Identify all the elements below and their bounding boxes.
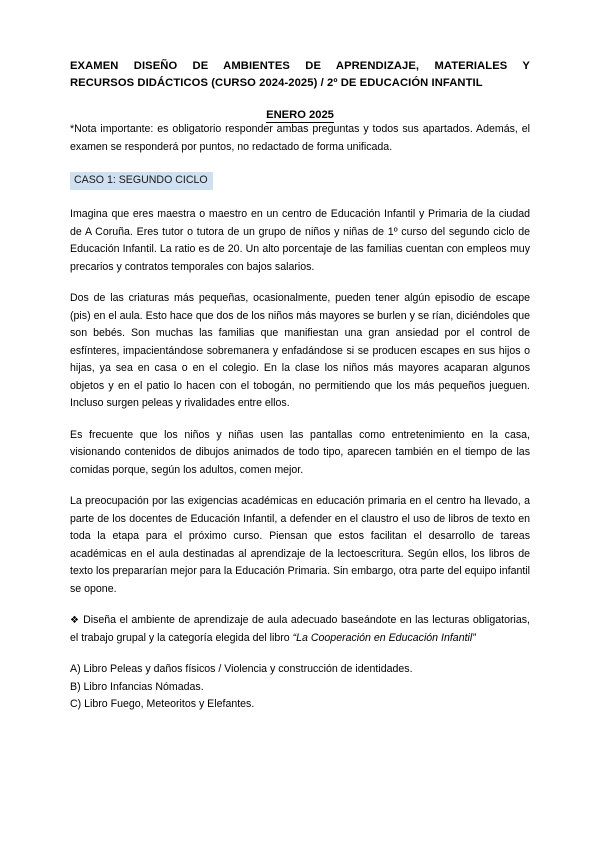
paragraph-3: Es frecuente que los niños y niñas usen las pantallas como entretenimiento en la casa, visionando contenidos de dibujos animados de todo tipo, aparecen también en el tiempo de las comidas porque, según los adultos, comen mejor. <box>70 428 530 476</box>
paragraph-4: La preocupación por las exigencias académicas en educación primaria en el centro ha llevado, a parte de los docentes de Educación Infantil, a defender en el claustro el uso de libros de texto en toda la etapa para el próximo curso. Piensan que estos facilitan el desarrollo de tareas académicas en el aula destinadas al aprendizaje de la lectoescritura. Según ellos, los libros de texto los prepararían mejor para la Educación Primaria. Sin embargo, otra parte del equipo infantil se opone. <box>70 495 530 595</box>
page-title <box>70 58 530 92</box>
exam-date-text: ENERO 2025 <box>266 109 334 121</box>
option-a: A) Libro Peleas y daños físicos / Violencia y construcción de identidades. <box>70 663 413 675</box>
option-b: B) Libro Infancias Nómadas. <box>70 680 204 693</box>
exam-date <box>70 109 530 121</box>
case-heading: CASO 1: SEGUNDO CICLO <box>70 172 213 190</box>
options-list <box>70 661 530 714</box>
task-instruction <box>70 612 530 647</box>
title-line-2: RECURSOS DIDÁCTICOS (CURSO 2024-2025) / 2º DE EDUCACIÓN INFANTIL <box>70 77 483 89</box>
paragraph-2: Dos de las criaturas más pequeñas, ocasionalmente, pueden tener algún episodio de escape (pis) en el aula. Esto hace que dos de los niños más mayores se burlen y se rían, diciéndoles que son bebés. Son muchas las familias que manifiestan una gran ansiedad por el control de esfínteres, impacientándose sobremanera y enfadándose si se producen escapes en sus hijos o hijas, ya sea en casa o en el colegio. En la clase los niños más mayores acaparan algunos objetos y en el patio lo hacen con el tobogán, no permitiendo que los más pequeños jueguen. Incluso surgen peleas y rivalidades entre ellos. <box>70 292 530 409</box>
task-book-title: “La Cooperación en Educación Infantil” <box>292 631 476 644</box>
important-note: *Nota importante: es obligatorio responder ambas preguntas y todos sus apartados. Además, el examen se responderá por puntos, no redactado de forma unificada. <box>70 123 530 153</box>
task-instruction-text: Diseña el ambiente de aprendizaje de aula adecuado baseándote en las lecturas obligatorias, el trabajo grupal y la categoría elegida del libro <box>70 614 530 644</box>
paragraph-1: Imagina que eres maestra o maestro en un centro de Educación Infantil y Primaria de la ciudad de A Coruña. Eres tutor o tutora de un grupo de niños y niñas de 1º curso del segundo ciclo de Educación Infantil. La ratio es de 20. Un alto porcentaje de las familias cuentan con empleos muy precarios y contratos temporales con bajos salarios. <box>70 208 530 273</box>
diamond-bullet-icon: ❖ <box>70 615 80 626</box>
title-line-1: EXAMEN DISEÑO DE AMBIENTES DE APRENDIZAJE, MATERIALES Y <box>70 60 530 72</box>
option-c: C) Libro Fuego, Meteoritos y Elefantes. <box>70 698 255 710</box>
